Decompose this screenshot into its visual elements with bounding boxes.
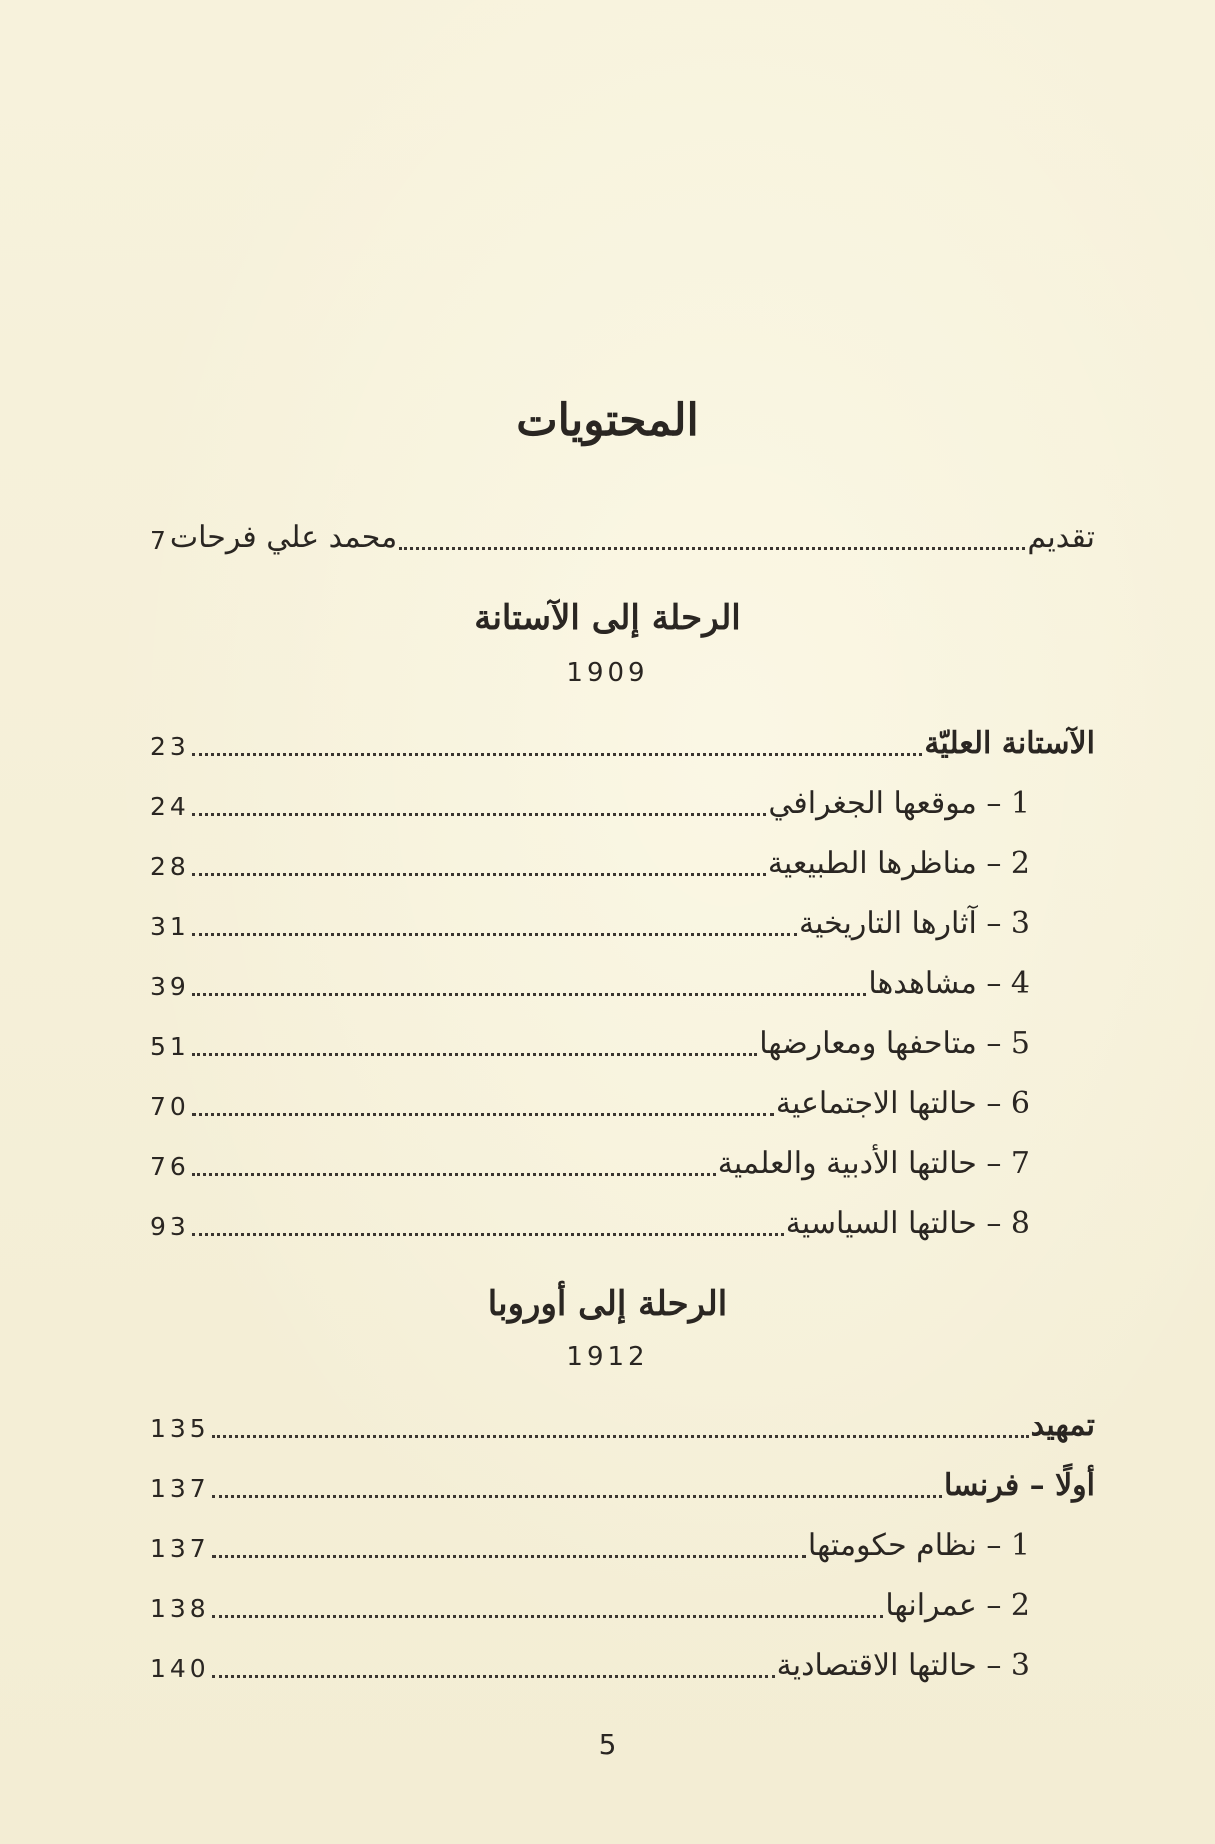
- toc-label: الآستانة العليّة: [924, 726, 1095, 761]
- toc-entry: [150, 1198, 1030, 1242]
- toc-page-number: 28: [150, 852, 190, 881]
- toc-leader-dots: [212, 1555, 806, 1558]
- toc-label: 6 – حالتها الاجتماعية: [775, 1086, 1030, 1121]
- toc-page-number: 140: [150, 1654, 210, 1683]
- toc-leader-dots: [192, 1113, 774, 1116]
- toc-label: 4 – مشاهدها: [868, 966, 1030, 1001]
- toc-leader-dots: [212, 1615, 884, 1618]
- toc-entry: [150, 1138, 1030, 1182]
- toc-leader-dots: [212, 1495, 942, 1498]
- toc-page-number: 31: [150, 912, 190, 941]
- toc-leader-dots: [192, 1053, 757, 1056]
- toc-entry: [150, 1460, 1095, 1504]
- toc-leader-dots: [192, 1173, 716, 1176]
- toc-entry: [150, 718, 1095, 762]
- toc-entry: [150, 898, 1030, 942]
- toc-entry: [150, 1580, 1030, 1624]
- toc-entry: [150, 1078, 1030, 1122]
- page-number: 5: [598, 1728, 617, 1761]
- toc-entry-intro: [150, 512, 1095, 556]
- toc-entry: [150, 958, 1030, 1002]
- toc-author: محمد علي فرحات: [169, 520, 398, 555]
- toc-label: 1 – موقعها الجغرافي: [768, 786, 1030, 821]
- toc-label: 2 – عمرانها: [885, 1588, 1030, 1623]
- toc-page-number: 23: [150, 732, 190, 761]
- toc-page-number: 137: [150, 1534, 210, 1563]
- toc-entry: [150, 1400, 1095, 1444]
- toc-label: 1 – نظام حكومتها: [807, 1528, 1030, 1563]
- toc-leader-dots: [212, 1675, 775, 1678]
- section-heading: الرحلة إلى الآستانة: [474, 598, 741, 638]
- toc-entry: [150, 1640, 1030, 1684]
- toc-label: 3 – آثارها التاريخية: [799, 906, 1030, 941]
- toc-page-number: 70: [150, 1092, 190, 1121]
- toc-page-number: 137: [150, 1474, 210, 1503]
- toc-label: تقديم: [1027, 520, 1095, 555]
- toc-entry: [150, 1018, 1030, 1062]
- toc-entry: [150, 778, 1030, 822]
- toc-leader-dots: [192, 933, 797, 936]
- toc-label: تمهيد: [1030, 1408, 1095, 1443]
- toc-leader-dots: [192, 753, 923, 756]
- toc-leader-dots: [192, 813, 767, 816]
- section-year: 1909: [566, 658, 649, 688]
- page-title: المحتويات: [516, 395, 699, 446]
- toc-page-number: 76: [150, 1152, 190, 1181]
- toc-label: 2 – مناظرها الطبيعية: [767, 846, 1030, 881]
- section-year: 1912: [566, 1342, 649, 1372]
- toc-label: أولًا – فرنسا: [944, 1468, 1095, 1503]
- toc-leader-dots: [192, 873, 766, 876]
- toc-leader-dots: [399, 547, 1025, 550]
- section-heading: الرحلة إلى أوروبا: [487, 1284, 728, 1324]
- toc-label: 8 – حالتها السياسية: [785, 1206, 1030, 1241]
- toc-leader-dots: [192, 993, 867, 996]
- toc-label: 7 – حالتها الأدبية والعلمية: [717, 1146, 1030, 1181]
- toc-leader-dots: [212, 1435, 1029, 1438]
- toc-page-number: 138: [150, 1594, 210, 1623]
- toc-page-number: 135: [150, 1414, 210, 1443]
- toc-page-number: 51: [150, 1032, 190, 1061]
- toc-page-number: 39: [150, 972, 190, 1001]
- toc-entry: [150, 838, 1030, 882]
- toc-page-number: 24: [150, 792, 190, 821]
- toc-entry: [150, 1520, 1030, 1564]
- toc-label: 3 – حالتها الاقتصادية: [776, 1648, 1030, 1683]
- toc-page-number: 93: [150, 1212, 190, 1241]
- toc-leader-dots: [192, 1233, 784, 1236]
- toc-page-number: 7: [150, 526, 170, 555]
- toc-label: 5 – متاحفها ومعارضها: [759, 1026, 1030, 1061]
